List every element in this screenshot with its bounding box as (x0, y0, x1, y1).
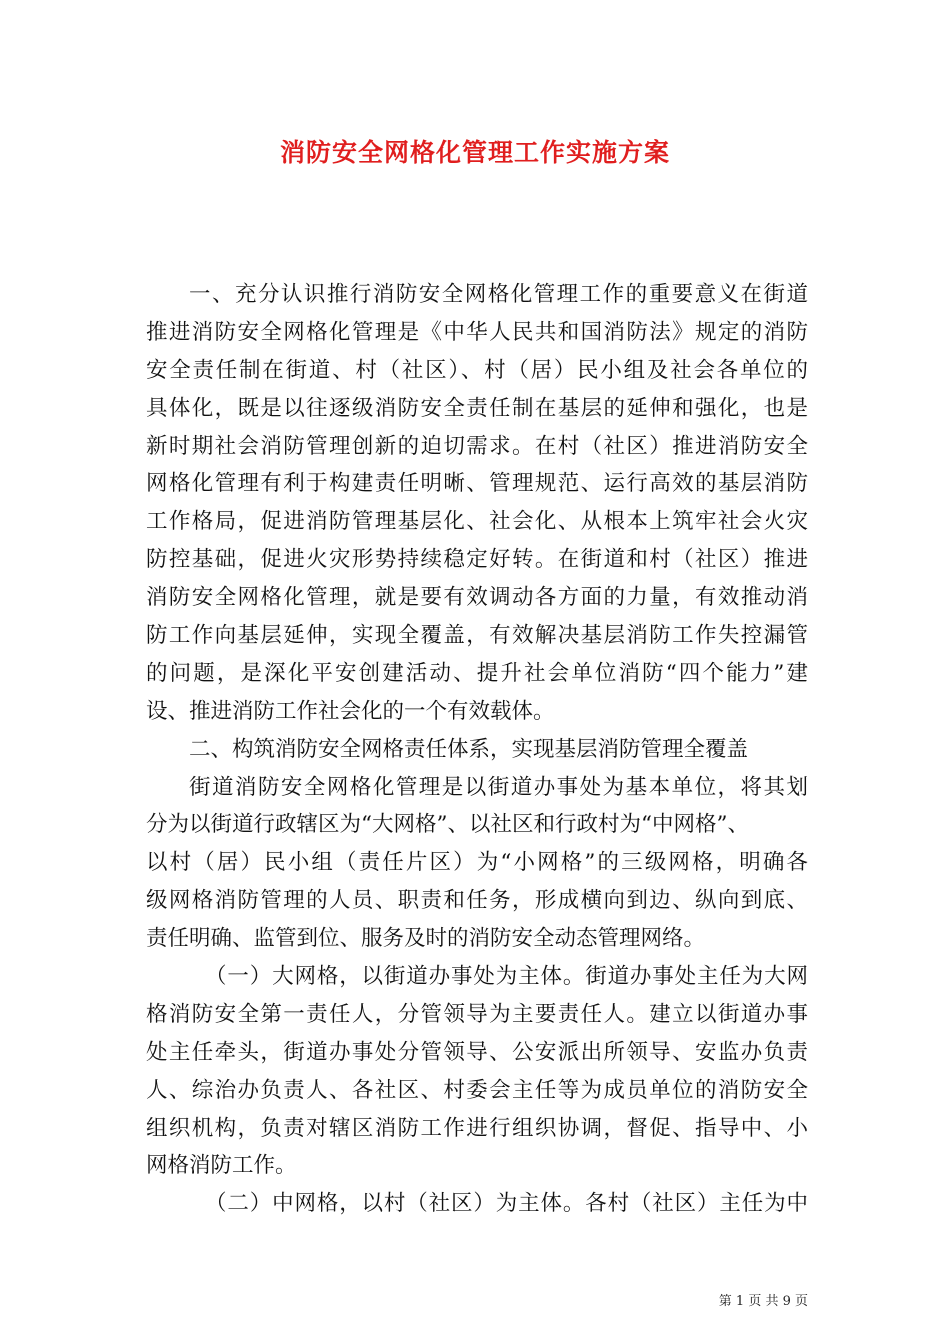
body-line: （二）中网格，以村（社区）为主体。各村（社区）主任为中 (205, 1191, 808, 1217)
document-title: 消防安全网格化管理工作实施方案 (279, 138, 670, 167)
body-line: 防控基础，促进火灾形势持续稳定好转。在街道和村（社区）推进 (146, 547, 808, 573)
body-line: 推进消防安全网格化管理是《中华人民共和国消防法》规定的消防 (146, 319, 808, 345)
body-line: 安全责任制在街道、村（社区）、村（居）民小组及社会各单位的 (146, 357, 808, 383)
body-line: 街道消防安全网格化管理是以街道办事处为基本单位，将其划 (189, 774, 808, 800)
body-line: 分为以街道行政辖区为“大网格”、以社区和行政村为“中网格”、 (146, 812, 749, 838)
body-line: 人、综治办负责人、各社区、村委会主任等为成员单位的消防安全 (146, 1077, 808, 1103)
body-line: （一）大网格，以街道办事处为主体。街道办事处主任为大网 (205, 964, 808, 990)
body-line: 网格化管理有利于构建责任明晰、管理规范、运行高效的基层消防 (146, 471, 808, 497)
body-line: 级网格消防管理的人员、职责和任务，形成横向到边、纵向到底、 (146, 888, 808, 914)
body-line: 以村（居）民小组（责任片区）为“小网格”的三级网格，明确各 (146, 850, 808, 876)
body-line: 具体化，既是以往逐级消防安全责任制在基层的延伸和强化，也是 (146, 395, 808, 421)
body-line: 消防安全网格化管理，就是要有效调动各方面的力量，有效推动消 (146, 585, 808, 611)
section-heading: 二、构筑消防安全网格责任体系，实现基层消防管理全覆盖 (189, 736, 749, 762)
body-line: 责任明确、监管到位、服务及时的消防安全动态管理网络。 (146, 926, 706, 952)
body-line: 的问题，是深化平安创建活动、提升社会单位消防“四个能力”建 (146, 660, 808, 686)
body-line: 防工作向基层延伸，实现全覆盖，有效解决基层消防工作失控漏管 (146, 623, 808, 649)
document-body (146, 276, 808, 1223)
body-line: 格消防安全第一责任人，分管领导为主要责任人。建立以街道办事 (146, 1001, 808, 1027)
body-line: 设、推进消防工作社会化的一个有效载体。 (146, 698, 555, 724)
body-line: 处主任牵头，街道办事处分管领导、公安派出所领导、安监办负责 (146, 1039, 808, 1065)
body-line: 新时期社会消防管理创新的迫切需求。在村（社区）推进消防安全 (146, 433, 808, 459)
body-line: 组织机构，负责对辖区消防工作进行组织协调，督促、指导中、小 (146, 1115, 808, 1141)
body-line: 网格消防工作。 (146, 1153, 297, 1179)
body-line: 工作格局，促进消防管理基层化、社会化、从根本上筑牢社会火灾 (146, 509, 808, 535)
body-line: 一、充分认识推行消防安全网格化管理工作的重要意义在街道 (189, 282, 808, 307)
page-number: 第 1 页 共 9 页 (718, 1294, 808, 1309)
